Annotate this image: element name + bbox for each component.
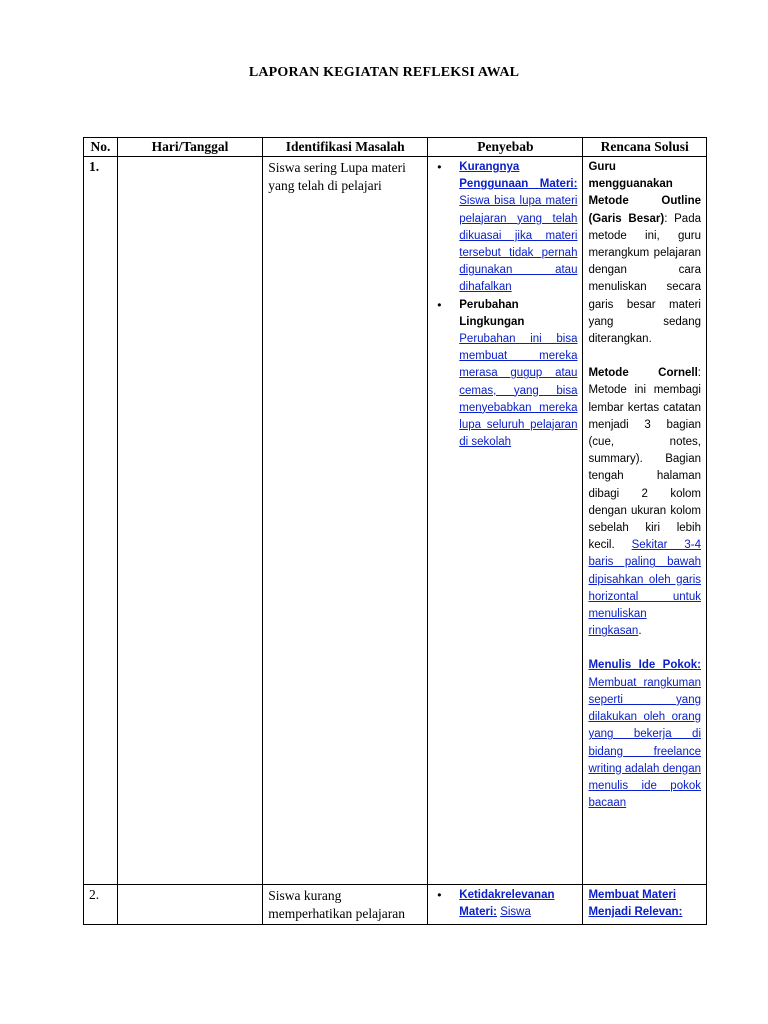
table-header-row bbox=[84, 138, 707, 157]
row2-cause1-text-link[interactable]: Siswa bbox=[500, 906, 531, 919]
cause-item-1: • Ketidakrelevanan Materi: Siswa bbox=[459, 887, 577, 921]
row2-penyebab bbox=[428, 885, 583, 925]
row2-rencana-solusi: Membuat Materi Menjadi Relevan: bbox=[583, 885, 707, 925]
cause2-text-link[interactable]: Perubahan ini bisa membuat mereka merasa gugup atau cemas, yang bisa menyebabkan mereka lupa seluruh pelajaran di sekolah bbox=[459, 333, 578, 449]
sol2-title: Metode Cornell bbox=[588, 367, 698, 380]
row2-hari-tanggal bbox=[117, 885, 262, 925]
header-no: No. bbox=[84, 138, 118, 157]
header-identifikasi-masalah: Identifikasi Masalah bbox=[263, 138, 428, 157]
cause-item-1: • Kurangnya Penggunaan Materi: Siswa bisa lupa materi pelajaran yang telah dikuasai jika materi tersebut tidak pernah digunakan atau dihafalkan bbox=[459, 159, 577, 297]
row1-rencana-solusi bbox=[583, 157, 707, 885]
sol2-text: Metode ini membagi lembar kertas catatan menjadi 3 bagian (cue, notes, summary). Bagian tengah halaman dibagi 2 kolom dengan ukuran kolom sebelah kiri lebih kecil. bbox=[588, 384, 701, 552]
row1-no: 1. bbox=[84, 157, 118, 885]
document-title: LAPORAN KEGIATAN REFLEKSI AWAL bbox=[248, 65, 520, 80]
sol3-text-link[interactable]: Membuat rangkuman seperti yang dilakukan oleh orang yang bekerja di bidang freelance writing adalah dengan menulis ide pokok bacaan bbox=[588, 676, 701, 810]
table-row bbox=[84, 157, 707, 885]
solution-cornell: Metode Cornell: Metode ini membagi lembar kertas catatan menjadi 3 bagian (cue, notes, summary). Bagian tengah halaman dibagi 2 kolom dengan ukuran kolom sebelah kiri lebih kecil. Sekitar 3-4 baris paling bawah dipisahkan oleh garis horizontal untuk menuliskan ringkasan. bbox=[588, 367, 701, 638]
sol3-title-link[interactable]: Menulis Ide Pokok bbox=[588, 659, 698, 672]
cause2-title: • Perubahan Lingkungan bbox=[459, 298, 525, 328]
solution-ide-pokok: Menulis Ide Pokok: Membuat rangkuman seperti yang dilakukan oleh orang yang bekerja di bidang freelance writing adalah dengan menulis ide pokok bacaan bbox=[588, 659, 701, 810]
table-row bbox=[84, 885, 707, 925]
row2-no: 2. bbox=[84, 885, 118, 925]
sol1-title: Guru mengguanakan Metode Outline (Garis Besar) bbox=[588, 161, 701, 225]
row1-hari-tanggal bbox=[117, 157, 262, 885]
header-rencana-solusi: Rencana Solusi bbox=[583, 138, 707, 157]
header-hari-tanggal: Hari/Tanggal bbox=[117, 138, 262, 157]
cause1-title-link[interactable]: Kurangnya Penggunaan Materi bbox=[459, 161, 574, 191]
cause-item-2 bbox=[459, 297, 577, 452]
sol1-text: Pada metode ini, guru merangkum pelajaran dengan cara menuliskan secara garis besar materi yang sedang diterangkan. bbox=[588, 212, 701, 346]
solution-outline: Guru mengguanakan Metode Outline (Garis Besar): Pada metode ini, guru merangkum pelajaran dengan cara menuliskan secara garis besar materi yang sedang diterangkan. bbox=[588, 161, 701, 346]
sol2-link[interactable]: Sekitar 3-4 baris paling bawah dipisahkan oleh garis horizontal untuk menuliskan ringkasan bbox=[588, 539, 701, 638]
reflection-table bbox=[83, 137, 707, 925]
row1-penyebab bbox=[428, 157, 583, 885]
row2-identifikasi: Siswa kurang memperhatikan pelajaran bbox=[263, 885, 428, 925]
cause1-text-link[interactable]: Siswa bisa lupa materi pelajaran yang telah dikuasai jika materi tersebut tidak pernah digunakan atau dihafalkan bbox=[459, 195, 578, 294]
row2-sol1-title-link[interactable]: Membuat Materi Menjadi Relevan bbox=[588, 889, 679, 919]
row2-cause1-title-link[interactable]: Ketidakrelevanan Materi bbox=[459, 889, 555, 919]
header-penyebab: Penyebab bbox=[428, 138, 583, 157]
row1-identifikasi: Siswa sering Lupa materi yang telah di pelajari bbox=[263, 157, 428, 885]
